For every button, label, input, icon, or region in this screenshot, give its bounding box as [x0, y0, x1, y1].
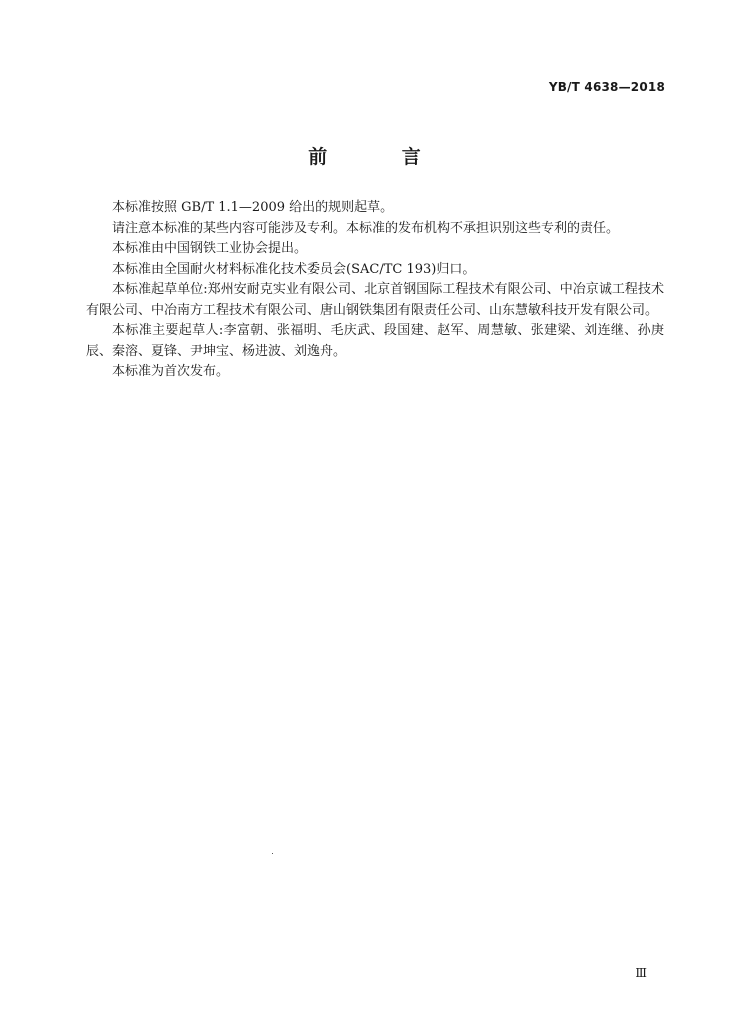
- scan-speck: [272, 853, 273, 854]
- paragraph-first-release: 本标准为首次发布。: [112, 364, 230, 379]
- paragraph-drafters: 本标准主要起草人:李富朝、张福明、毛庆武、段国建、赵军、周慧敏、张建梁、刘连继、孙庚辰、秦溶、夏锋、尹坤宝、杨进波、刘逸舟。: [86, 323, 664, 359]
- page-number: Ⅲ: [635, 966, 647, 980]
- paragraph-responsible-committee: 本标准由全国耐火材料标准化技术委员会(SAC/TC 193)归口。: [112, 261, 476, 277]
- paragraph-drafting-rules: 本标准按照 GB/T 1.1—2009 给出的规则起草。: [112, 200, 394, 215]
- foreword-body: [86, 198, 664, 383]
- paragraph-patent-notice: 请注意本标准的某些内容可能涉及专利。本标准的发布机构不承担识别这些专利的责任。: [112, 220, 620, 236]
- paragraph-proposer: 本标准由中国钢铁工业协会提出。: [112, 241, 308, 256]
- paragraph-drafting-organizations: 本标准起草单位:郑州安耐克实业有限公司、北京首钢国际工程技术有限公司、中冶京诚工程技术有限公司、中冶南方工程技术有限公司、唐山钢铁集团有限责任公司、山东慧敏科技开发有限公司。: [86, 282, 664, 318]
- standard-code: YB/T 4638—2018: [548, 80, 665, 94]
- page-title: 前 言: [308, 146, 455, 168]
